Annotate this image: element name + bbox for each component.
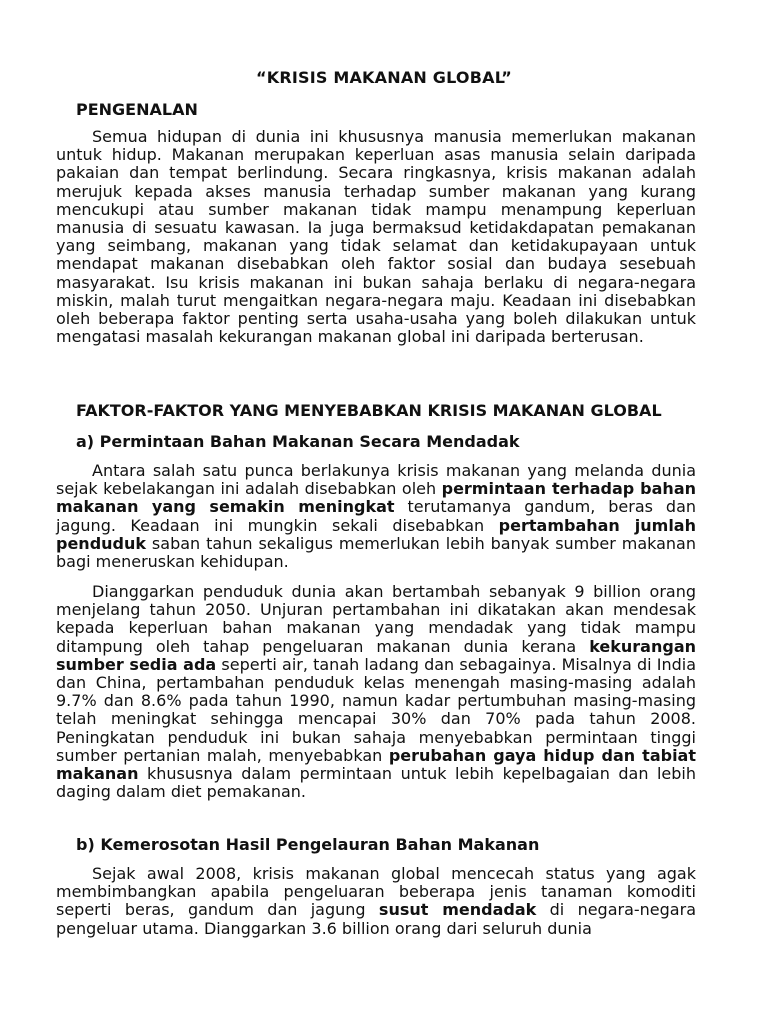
section-b-paragraph-1 (56, 865, 696, 938)
intro-paragraph: Semua hidupan di dunia ini khususnya manusia memerlukan makanan untuk hidup. Makanan merupakan keperluan asas manusia selain daripada pakaian dan tempat berlindung. Secara ringkasnya, krisis makanan adalah merujuk kepada akses manusia terhadap sumber makanan yang kurang mencukupi atau sumber makanan tidak mampu menampung keperluan manusia di sesuatu kawasan. Ia juga bermaksud ketidakdapatan pemakanan yang seimbang, makanan yang tidak selamat dan ketidakupayaan untuk mendapat makanan disebabkan oleh faktor sosial dan budaya sesebuah masyarakat. Isu krisis makanan ini bukan sahaja berlaku di negara-negara miskin, malah turut mengaitkan negara-negara maju. Keadaan ini disebabkan oleh beberapa faktor penting serta usaha-usaha yang boleh dilakukan untuk mengatasi masalah kekurangan makanan global ini daripada berterusan. (56, 127, 696, 347)
text-run: khususnya dalam permintaan untuk lebih kepelbagaian dan lebih daging dalam diet pemakanan. (56, 764, 696, 802)
intro-heading: PENGENALAN (76, 100, 198, 119)
emphasis-run: susut mendadak (378, 900, 537, 920)
text-run: saban tahun sekaligus memerlukan lebih banyak sumber makanan bagi meneruskan kehidupan. (56, 533, 696, 572)
section-b-heading: b) Kemerosotan Hasil Pengelauran Bahan Makanan (76, 835, 540, 854)
text-run: seperti air, tanah ladang dan sebagainya. Misalnya di India dan China, pertambahan penduduk kelas menengah masing-masing adalah 9.7% dan 8.6% pada tahun 1990, namun kadar pertumbuhan masing-masing telah meningkat sehingga mencapai 30% dan 70% pada tahun 2008. Peningkatan penduduk ini bukan sahaja menyebabkan permintaan tinggi sumber pertanian malah, menyebabkan (56, 654, 697, 765)
document-title: “KRISIS MAKANAN GLOBAL” (256, 68, 512, 87)
text-run: terutamanya gandum, beras dan jagung. Keadaan ini mungkin sekali disebabkan (56, 497, 697, 535)
emphasis-run: permintaan terhadap bahan makanan yang semakin meningkat (56, 479, 697, 517)
text-run: di negara-negara pengeluar utama. Dianggarkan 3.6 billion orang dari seluruh dunia (56, 900, 696, 938)
text-run: Sejak awal 2008, krisis makanan global mencecah status yang agak membimbangkan apabila pengeluaran beberapa jenis tanaman komoditi seperti beras, gandum dan jagung (56, 864, 696, 920)
section-a-paragraph-2 (56, 583, 696, 801)
emphasis-run: kekurangan sumber sedia ada (56, 636, 696, 674)
text-run: Antara salah satu punca berlakunya krisis makanan yang melanda dunia sejak kebelakangan ini adalah disebabkan oleh (56, 461, 696, 499)
section-a-heading: a) Permintaan Bahan Makanan Secara Mendadak (76, 432, 520, 451)
emphasis-run: pertambahan jumlah penduduk (56, 515, 696, 553)
section-a-paragraph-1 (56, 462, 696, 571)
factors-heading: FAKTOR-FAKTOR YANG MENYEBABKAN KRISIS MAKANAN GLOBAL (76, 401, 662, 420)
text-run: Dianggarkan penduduk dunia akan bertambah sebanyak 9 billion orang menjelang tahun 2050. Unjuran pertambahan ini dikatakan akan mendesak kepada keperluan bahan makanan yang mendadak yang tidak mampu ditampung oleh tahap pengeluaran makanan dunia kerana (56, 582, 696, 656)
emphasis-run: perubahan gaya hidup dan tabiat makanan (56, 745, 696, 784)
